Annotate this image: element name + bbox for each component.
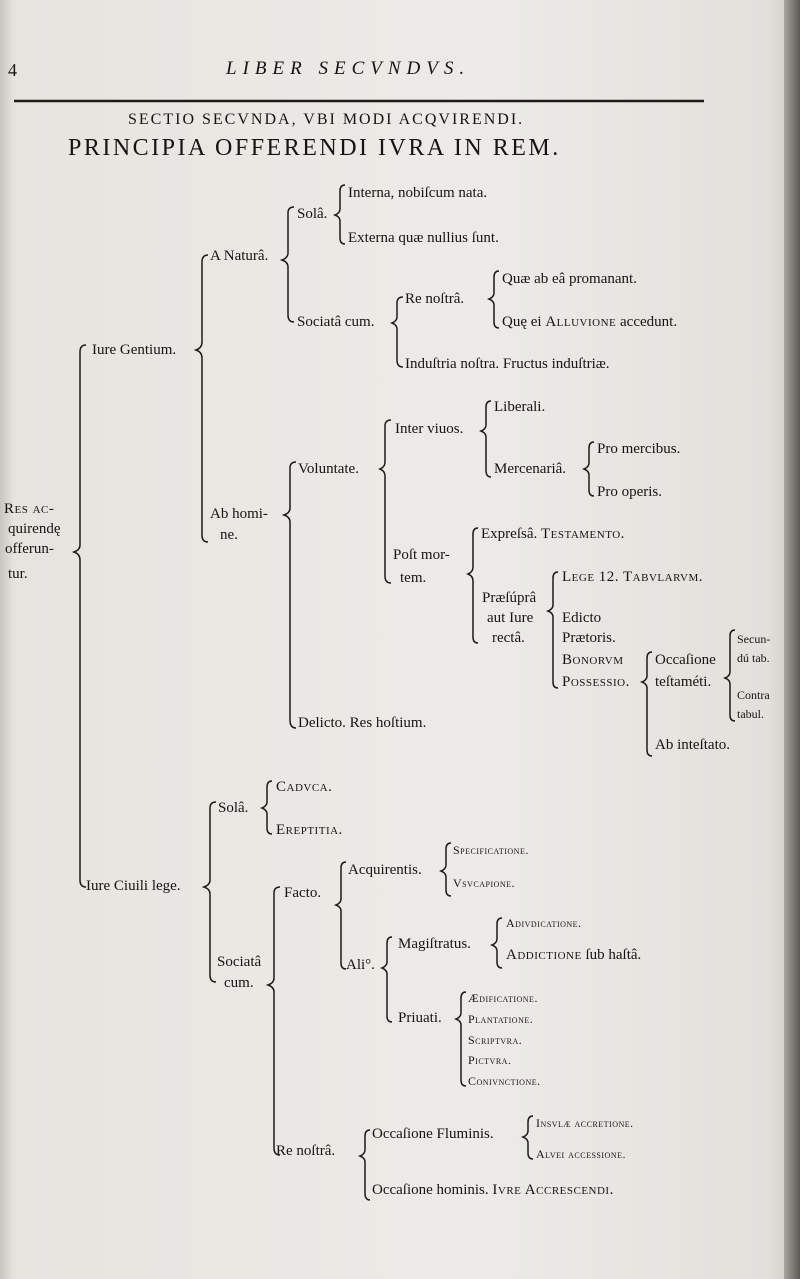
node-a-natura: A Naturâ.: [210, 248, 269, 264]
node-secundum-2: dú tab.: [737, 651, 770, 665]
node-root-1: Res ac-: [4, 501, 55, 517]
sub-hasta-text: ſub haſtâ.: [585, 947, 642, 963]
node-root-4: tur.: [8, 566, 28, 582]
node-possessio: Possessio.: [562, 674, 630, 690]
occasione-testamenti-brace: [725, 630, 735, 721]
node-voluntate: Voluntate.: [298, 461, 359, 477]
sola-natura-brace: [335, 185, 345, 244]
node-contra-2: tabul.: [737, 707, 764, 721]
alii-brace: [382, 937, 392, 1022]
running-head: LIBER SECVNDVS.: [226, 58, 471, 79]
section-title: SECTIO SECVNDA, VBI MODI ACQVIRENDI.: [128, 111, 525, 128]
node-pictura: Pictvra.: [468, 1053, 512, 1067]
node-quae-ab-ea: Quæ ab eâ promanant.: [502, 271, 637, 287]
mercenaria-brace: [584, 442, 594, 496]
node-secundum-1: Secun-: [737, 632, 771, 646]
testamento-text: Testamento.: [540, 526, 625, 542]
iure-accrescendi-text: Ivre Accrescendi.: [492, 1182, 614, 1198]
occasione-hominis-text: Occaſione hominis.: [372, 1182, 489, 1198]
node-post-mortem-1: Poſt mor-: [393, 547, 450, 563]
node-liberali: Liberali.: [494, 399, 546, 415]
sociata-natura-brace: [392, 297, 403, 367]
main-title: PRINCIPIA OFFERENDI IVRA IN REM.: [68, 135, 561, 161]
node-delicto: Delicto. Res hoſtium.: [298, 715, 427, 731]
node-sola-natura: Solâ.: [297, 206, 328, 222]
alluvione-text: Alluvione: [545, 314, 617, 330]
iure-civili-brace: [204, 802, 216, 982]
page-number: 4: [8, 60, 17, 80]
node-re-nostra-civili: Re noſtrâ.: [276, 1143, 336, 1159]
node-iure-civili: Iure Ciuili lege.: [86, 878, 181, 894]
node-occasione-testamenti-2: teſtaméti.: [655, 674, 712, 690]
node-ab-intestato: Ab inteſtato.: [655, 737, 730, 753]
node-coniunctione: Conivnctione.: [468, 1074, 541, 1088]
iure-gentium-brace: [196, 255, 208, 542]
praesupra-brace: [548, 572, 558, 688]
node-ab-homine-1: Ab homi-: [210, 506, 268, 522]
ab-homine-brace: [284, 462, 296, 728]
node-mercenaria: Mercenariâ.: [494, 461, 567, 477]
node-praetoris: Prætoris.: [562, 630, 616, 646]
node-quae-ei: [502, 314, 677, 331]
node-pro-mercibus: Pro mercibus.: [597, 441, 681, 457]
node-praesupra-3: rectâ.: [492, 630, 525, 646]
node-adiudicatione: Adivdicatione.: [506, 916, 582, 930]
node-sola-civili: Solâ.: [218, 800, 249, 816]
magistratus-brace: [492, 918, 502, 968]
node-sociata-civili-2: cum.: [224, 975, 254, 991]
node-ab-homine-2: ne.: [220, 527, 238, 543]
sociata-civili-brace: [268, 887, 280, 1155]
node-scriptura: Scriptvra.: [468, 1033, 523, 1047]
node-lege-xii: Lege 12. Tabvlarvm.: [562, 569, 704, 585]
node-privati: Priuati.: [398, 1010, 442, 1026]
node-post-mortem-2: tem.: [400, 570, 427, 586]
node-specificatione: Specificatione.: [453, 843, 529, 857]
node-occasione-fluminis: Occaſione Fluminis.: [372, 1126, 494, 1142]
acquirentis-brace: [441, 843, 451, 896]
node-iure-gentium: Iure Gentium.: [92, 342, 177, 358]
node-occasione-testamenti-1: Occaſione: [655, 652, 716, 668]
sola-civili-brace: [262, 781, 272, 834]
node-industria: Induſtria noſtra. Fructus induſtriæ.: [405, 356, 610, 372]
node-interna: Interna, nobiſcum nata.: [348, 185, 488, 201]
node-root-3: offerun-: [5, 541, 54, 557]
node-praesupra-1: Præſúprâ: [482, 590, 537, 606]
accedunt-text: accedunt.: [620, 314, 678, 330]
node-sociata-civili-1: Sociatâ: [217, 954, 262, 970]
node-usucapione: Vsvcapione.: [453, 876, 516, 890]
node-contra-1: Contra: [737, 688, 770, 702]
expressa-text: Expreſsâ.: [481, 526, 538, 542]
node-aedificatione: Ædificatione.: [468, 991, 538, 1005]
node-plantatione: Plantatione.: [468, 1012, 534, 1026]
node-facto: Facto.: [284, 885, 322, 901]
node-pro-operis: Pro operis.: [597, 484, 662, 500]
bonorum-possessio-brace: [642, 652, 652, 756]
post-mortem-brace: [468, 528, 478, 643]
voluntate-brace: [380, 420, 391, 583]
node-occasione-hominis: [372, 1182, 614, 1199]
re-nostra-natura-brace: [489, 271, 499, 328]
occasione-fluminis-brace: [523, 1116, 533, 1159]
node-caduca: Cadvca.: [276, 779, 333, 795]
node-insulae: Insvlæ accretione.: [536, 1116, 634, 1130]
node-bonorum: Bonorvm: [562, 652, 624, 668]
a-natura-brace: [282, 207, 294, 322]
node-re-nostra-natura: Re noſtrâ.: [405, 291, 465, 307]
node-alvei: Alvei accessione.: [536, 1147, 626, 1161]
privati-brace: [456, 992, 466, 1086]
node-alii: Ali°.: [346, 957, 375, 973]
facto-brace: [336, 862, 346, 969]
node-root-2: quirendę: [8, 521, 61, 537]
addictione-text: Addictione: [506, 947, 582, 963]
node-expressa: [481, 526, 625, 543]
node-inter-vivos: Inter viuos.: [395, 421, 464, 437]
node-sociata-natura: Sociatâ cum.: [297, 314, 375, 330]
node-externa: Externa quæ nullius ſunt.: [348, 230, 499, 246]
node-edicto: Edicto: [562, 610, 602, 626]
node-magistratus: Magiſtratus.: [398, 936, 471, 952]
node-ereptitia: Ereptitia.: [276, 822, 343, 838]
node-praesupra-2: aut Iure: [487, 610, 534, 626]
re-nostra-civili-brace: [360, 1130, 370, 1200]
node-acquirentis: Acquirentis.: [348, 862, 422, 878]
quae-ei-text: Quę ei: [502, 314, 542, 330]
root-brace: [74, 345, 86, 887]
node-addictione: [506, 947, 641, 964]
inter-vivos-brace: [481, 401, 491, 477]
